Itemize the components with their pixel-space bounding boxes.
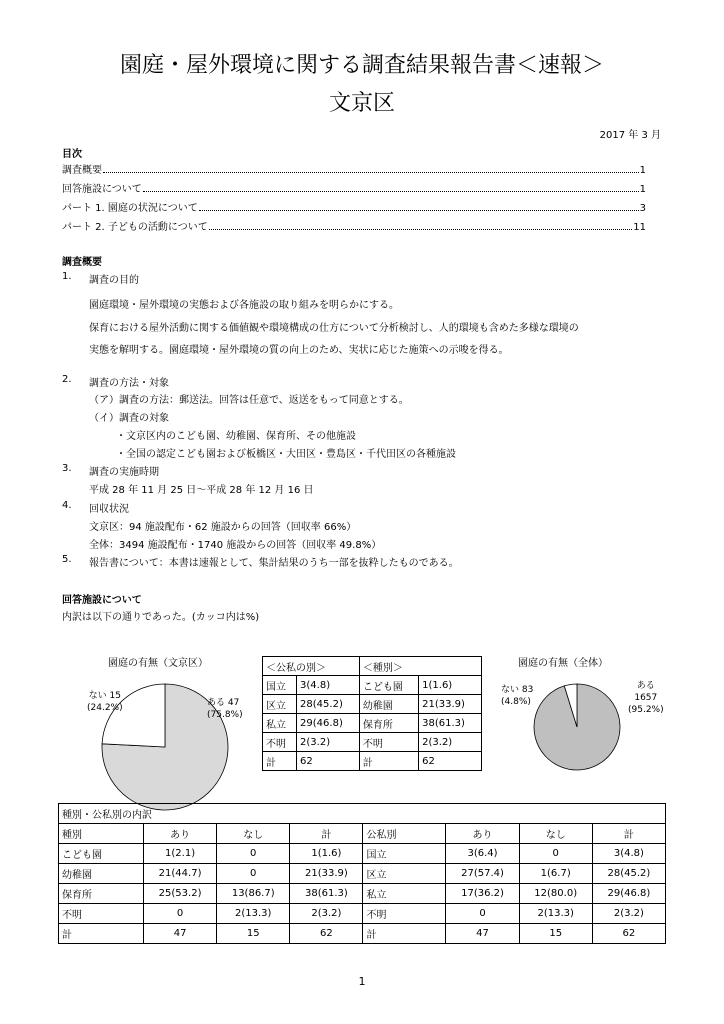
body-text: 文京区：94 施設配布・62 施設からの回答（回収率 66%）	[89, 522, 357, 533]
body-text: ・文京区内のこども園、幼稚園、保育所、その他施設	[116, 431, 356, 442]
table-cell: 62	[290, 924, 363, 944]
table-cell: 私立	[263, 714, 297, 733]
table-of-contents	[62, 161, 646, 237]
pie-label: ない 15 (24.2%)	[87, 691, 123, 713]
page-number: 1	[358, 975, 366, 988]
column-header: あり	[144, 824, 217, 844]
column-header: 公私別	[363, 824, 446, 844]
table-row	[59, 924, 666, 944]
section-title: 調査の目的	[89, 275, 139, 286]
body-text: 実態を解明する。園庭環境・屋外環境の質の向上のため、実状に応じた施策への示唆を得る。	[89, 345, 509, 356]
table-cell: 私立	[363, 884, 446, 904]
section-title: 調査の実施時期	[89, 467, 159, 478]
facility-type-table	[262, 656, 482, 771]
pie-label: ない 83 (4.8%)	[501, 685, 534, 707]
body-text: 報告書について：本書は速報として、集計結果のうち一部を抜粋したものである。	[89, 558, 459, 569]
column-header: 種別	[59, 824, 144, 844]
table-cell: 2(3.2)	[419, 733, 482, 752]
section-number: 5.	[62, 554, 72, 565]
table-cell: 1(2.1)	[144, 844, 217, 864]
table-cell: 38(61.3)	[290, 884, 363, 904]
table-cell: 1(1.6)	[419, 676, 482, 695]
table-cell: 3(4.8)	[297, 676, 360, 695]
table-cell: 62	[419, 752, 482, 771]
table-cell: 28(45.2)	[592, 864, 665, 884]
table-cell: 区立	[363, 864, 446, 884]
table-cell: 不明	[363, 904, 446, 924]
table-cell: 62	[592, 924, 665, 944]
table-cell: 不明	[59, 904, 144, 924]
table-cell: 保育所	[359, 714, 418, 733]
chart-title: 園庭の有無（全体）	[518, 658, 608, 669]
table-cell: 0	[144, 904, 217, 924]
table-cell: 計	[359, 752, 418, 771]
table-caption: 種別・公私別の内訳	[59, 804, 666, 824]
table-cell: 0	[446, 904, 519, 924]
table-cell: 38(61.3)	[419, 714, 482, 733]
table-cell: 2(13.3)	[217, 904, 290, 924]
table-row	[263, 676, 482, 695]
section-number: 1.	[62, 271, 72, 282]
toc-entry-label: パート 1. 園庭の状況について	[62, 203, 198, 214]
toc-entry-page: 3	[639, 203, 646, 214]
toc-leader-dots	[209, 229, 633, 230]
table-cell: 12(80.0)	[519, 884, 592, 904]
column-header: なし	[519, 824, 592, 844]
section-number: 2.	[62, 374, 72, 385]
table-cell: 保育所	[59, 884, 144, 904]
table-row	[59, 844, 666, 864]
column-header: なし	[217, 824, 290, 844]
table-cell: 0	[519, 844, 592, 864]
toc-leader-dots	[143, 191, 639, 192]
table-cell: 17(36.2)	[446, 884, 519, 904]
report-date: 2017 年 3 月	[599, 130, 661, 141]
toc-entry-label: 調査概要	[62, 165, 102, 176]
respondents-heading: 回答施設について	[62, 595, 142, 606]
table-cell: 15	[217, 924, 290, 944]
table-cell: 0	[217, 844, 290, 864]
table-cell: 国立	[263, 676, 297, 695]
body-text: 園庭環境・屋外環境の実態および各施設の取り組みを明らかにする。	[89, 300, 399, 311]
body-text: 平成 28 年 11 月 25 日～平成 28 年 12 月 16 日	[89, 485, 314, 496]
table-row	[59, 884, 666, 904]
table-cell: 計	[59, 924, 144, 944]
table-cell: 0	[217, 864, 290, 884]
table-cell: 21(44.7)	[144, 864, 217, 884]
body-text: （イ）調査の対象	[89, 413, 169, 424]
body-text: ・全国の認定こども園および板橋区・大田区・豊島区・千代田区の各種施設	[116, 449, 456, 460]
table-cell: 21(33.9)	[290, 864, 363, 884]
table-cell: 不明	[359, 733, 418, 752]
toc-leader-dots	[199, 210, 639, 211]
body-text: 保育における屋外活動に関する価値観や環境構成の仕方について分析検討し、人的環境も含めた多様な環境の	[89, 323, 579, 334]
toc-heading: 目次	[62, 149, 82, 160]
table-row	[59, 904, 666, 924]
table-cell: 2(3.2)	[592, 904, 665, 924]
table-cell: こども園	[59, 844, 144, 864]
body-text: 全体：3494 施設配布・1740 施設からの回答（回収率 49.8%）	[89, 540, 382, 551]
section-number: 3.	[62, 463, 72, 474]
table-cell: 47	[446, 924, 519, 944]
toc-entry-page: 11	[633, 222, 646, 233]
table-row	[263, 695, 482, 714]
table-cell: 計	[363, 924, 446, 944]
breakdown-table	[58, 803, 666, 944]
section-title: 調査の方法・対象	[89, 378, 169, 389]
table-cell: 47	[144, 924, 217, 944]
respondents-text: 内訳は以下の通りであった。(カッコ内は%)	[62, 612, 260, 623]
chart-title: 園庭の有無（文京区）	[108, 658, 208, 669]
table-header: ＜種別＞	[359, 657, 481, 676]
table-cell: 27(57.4)	[446, 864, 519, 884]
table-cell: 3(4.8)	[592, 844, 665, 864]
overview-heading: 調査概要	[62, 257, 102, 268]
toc-entry-page: 1	[639, 184, 646, 195]
table-row	[263, 752, 482, 771]
pie-chart-national	[532, 682, 622, 772]
table-cell: 区立	[263, 695, 297, 714]
table-cell: こども園	[359, 676, 418, 695]
table-cell: 幼稚園	[359, 695, 418, 714]
table-cell: 2(3.2)	[297, 733, 360, 752]
toc-entry-label: 回答施設について	[62, 184, 142, 195]
column-header: 計	[592, 824, 665, 844]
toc-entry-page: 1	[639, 165, 646, 176]
table-row	[263, 733, 482, 752]
toc-entry[interactable]	[62, 218, 646, 237]
pie-label: ある 47 (75.8%)	[207, 698, 243, 720]
table-cell: 15	[519, 924, 592, 944]
table-cell: 29(46.8)	[297, 714, 360, 733]
table-cell: 1(1.6)	[290, 844, 363, 864]
table-row	[263, 714, 482, 733]
pie-label: ある 1657 (95.2%)	[628, 681, 664, 715]
toc-entry[interactable]	[62, 161, 646, 180]
table-cell: 62	[297, 752, 360, 771]
toc-entry-label: パート 2. 子どもの活動について	[62, 222, 208, 233]
table-cell: 13(86.7)	[217, 884, 290, 904]
toc-entry[interactable]	[62, 199, 646, 218]
report-title: 園庭・屋外環境に関する調査結果報告書＜速報＞	[119, 53, 604, 78]
section-number: 4.	[62, 500, 72, 511]
table-cell: 3(6.4)	[446, 844, 519, 864]
toc-leader-dots	[103, 172, 639, 173]
table-header: ＜公私の別＞	[263, 657, 360, 676]
body-text: （ア）調査の方法：郵送法。回答は任意で、返送をもって同意とする。	[89, 395, 409, 406]
section-title: 回収状況	[89, 504, 129, 515]
table-cell: 計	[263, 752, 297, 771]
table-cell: 25(53.2)	[144, 884, 217, 904]
table-cell: 2(3.2)	[290, 904, 363, 924]
table-cell: 国立	[363, 844, 446, 864]
table-row	[59, 864, 666, 884]
column-header: あり	[446, 824, 519, 844]
table-cell: 2(13.3)	[519, 904, 592, 924]
toc-entry[interactable]	[62, 180, 646, 199]
table-cell: 28(45.2)	[297, 695, 360, 714]
report-subtitle: 文京区	[328, 91, 395, 116]
table-cell: 1(6.7)	[519, 864, 592, 884]
column-header: 計	[290, 824, 363, 844]
table-cell: 29(46.8)	[592, 884, 665, 904]
table-cell: 幼稚園	[59, 864, 144, 884]
table-header-row	[59, 824, 666, 844]
table-cell: 不明	[263, 733, 297, 752]
table-cell: 21(33.9)	[419, 695, 482, 714]
